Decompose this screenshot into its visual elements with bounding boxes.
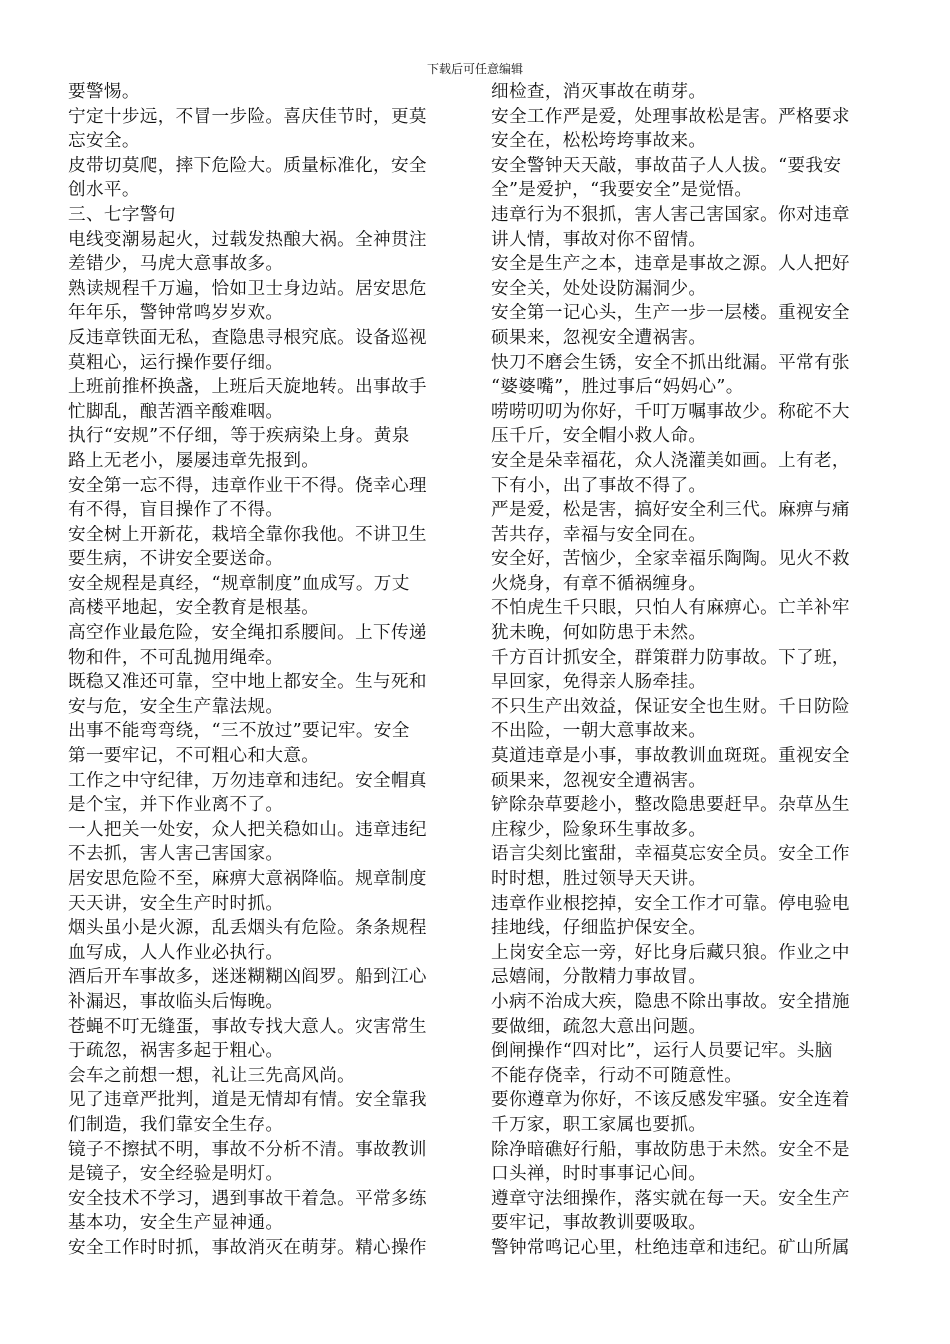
text-line: 唠唠叨叨为你好，千叮万嘱事故少。称砣不大 bbox=[491, 401, 850, 422]
text-line: 违章作业根挖掉，安全工作才可靠。停电验电 bbox=[491, 893, 850, 914]
text-line: 会车之前想一想，礼让三先高风尚。 bbox=[68, 1065, 356, 1086]
text-line: 反违章铁面无私，查隐患寻根究底。设备巡视 bbox=[68, 327, 427, 348]
text-line: 高楼平地起，安全教育是根基。 bbox=[68, 598, 320, 619]
text-line: 要牢记，事故教训要吸取。 bbox=[491, 1213, 707, 1234]
text-line: 安全规程是真经，“规章制度”血成写。万丈 bbox=[68, 573, 410, 594]
text-line: 安全是生产之本，违章是事故之源。人人把好 bbox=[491, 254, 850, 275]
text-line: 安全是朵幸福花，众人浇灌美如画。上有老， bbox=[491, 450, 850, 471]
text-line: 补漏迟，事故临头后悔晚。 bbox=[68, 991, 284, 1012]
text-line: 要生病，不讲安全要送命。 bbox=[68, 549, 284, 570]
text-line: 莫道违章是小事，事故教训血斑斑。重视安全 bbox=[491, 746, 850, 767]
text-line: 要警惕。 bbox=[68, 82, 140, 102]
text-line: 硕果来，忽视安全遭祸害。 bbox=[491, 770, 707, 791]
text-line: 见了违章严批判，道是无情却有情。安全靠我 bbox=[68, 1090, 427, 1111]
text-line: 不只生产出效益，保证安全也生财。千日防险 bbox=[491, 696, 850, 717]
text-line: 苍蝇不叮无缝蛋，事故专找大意人。灾害常生 bbox=[68, 1016, 427, 1037]
text-line: 熟读规程千万遍，恰如卫士身边站。居安思危 bbox=[68, 278, 427, 299]
text-line: 快刀不磨会生锈，安全不抓出纰漏。平常有张 bbox=[491, 352, 850, 373]
text-line: 高空作业最危险，安全绳扣系腰间。上下传递 bbox=[68, 623, 427, 644]
text-line: 居安思危险不至，麻痹大意祸降临。规章制度 bbox=[68, 869, 427, 889]
text-line: 安全在，松松垮垮事故来。 bbox=[491, 131, 707, 152]
text-line: 第一要牢记，不可粗心和大意。 bbox=[68, 746, 320, 767]
text-line: 工作之中守纪律，万勿违章和违纪。安全帽真 bbox=[68, 770, 427, 791]
text-line: 一人把关一处安，众人把关稳如山。违章违纪 bbox=[68, 819, 427, 840]
text-line: 上岗安全忘一旁，好比身后藏只狼。作业之中 bbox=[491, 942, 850, 963]
text-line: 不怕虎生千只眼，只怕人有麻痹心。亡羊补牢 bbox=[491, 598, 850, 619]
text-line: 小病不治成大疾，隐患不除出事故。安全措施 bbox=[491, 991, 850, 1012]
text-line: 遵章守法细操作，落实就在每一天。安全生产 bbox=[491, 1188, 850, 1209]
text-line: 警钟常鸣记心里，杜绝违章和违纪。矿山所属 bbox=[491, 1237, 850, 1258]
text-line: 是镜子，安全经验是明灯。 bbox=[68, 1164, 284, 1185]
text-line: 是个宝，并下作业离不了。 bbox=[68, 795, 284, 816]
text-line: 三、七字警句 bbox=[68, 204, 176, 225]
text-line: 安全警钟天天敲，事故苗子人人拔。“要我安 bbox=[491, 155, 842, 176]
text-line: 严是爱，松是害，搞好安全利三代。麻痹与痛 bbox=[491, 500, 850, 521]
text-line: 语言尖刻比蜜甜，幸福莫忘安全员。安全工作 bbox=[491, 844, 850, 865]
text-line: 全”是爱护，“我要安全”是觉悟。 bbox=[491, 180, 753, 201]
text-line: 除净暗礁好行船，事故防患于未然。安全不是 bbox=[491, 1139, 850, 1160]
text-line: 宁定十步远，不冒一步险。喜庆佳节时，更莫 bbox=[68, 106, 427, 127]
text-line: 上班前推杯换盏，上班后天旋地转。出事故手 bbox=[68, 377, 427, 398]
text-line: 安全好，苦恼少，全家幸福乐陶陶。见火不救 bbox=[491, 549, 850, 570]
text-line: 时时想，胜过领导天天讲。 bbox=[491, 869, 707, 889]
text-line: 要你遵章为你好，不该反感发牢骚。安全连着 bbox=[491, 1090, 850, 1111]
text-line: 基本功，安全生产显神通。 bbox=[68, 1213, 284, 1234]
text-line: 倒闸操作“四对比”，运行人员要记牢。头脑 bbox=[491, 1041, 833, 1062]
text-line: 安与危，安全生产靠法规。 bbox=[68, 696, 284, 717]
text-line: 们制造，我们靠安全生存。 bbox=[68, 1114, 284, 1135]
text-line: 违章行为不狠抓，害人害己害国家。你对违章 bbox=[491, 204, 850, 225]
text-line: 路上无老小，屡屡违章先报到。 bbox=[68, 450, 320, 471]
page-header: 下载后可任意编辑 bbox=[426, 62, 523, 76]
text-line: 要做细，疏忽大意出问题。 bbox=[491, 1016, 707, 1037]
text-line: 早回家，免得亲人肠牵挂。 bbox=[491, 672, 707, 693]
text-line: 出事不能弯弯绕，“三不放过”要记牢。安全 bbox=[68, 721, 410, 742]
text-line: 安全树上开新花，栽培全靠你我他。不讲卫生 bbox=[68, 524, 427, 545]
text-line: 差错少，马虎大意事故多。 bbox=[68, 254, 284, 275]
text-line: 莫粗心，运行操作要仔细。 bbox=[68, 352, 284, 373]
text-line: 千万家，职工家属也要抓。 bbox=[491, 1114, 707, 1135]
text-line: 挂地线，仔细监护保安全。 bbox=[491, 918, 707, 939]
text-line: 天天讲，安全生产时时抓。 bbox=[68, 893, 284, 914]
text-line: 安全第一忘不得，违章作业干不得。侥幸心理 bbox=[68, 475, 427, 496]
text-line: 酒后开车事故多，迷迷糊糊凶阎罗。船到江心 bbox=[68, 967, 427, 988]
text-line: 忌嬉闹，分散精力事故冒。 bbox=[491, 967, 707, 988]
text-line: 不能存侥幸，行动不可随意性。 bbox=[491, 1065, 743, 1086]
text-line: 火烧身，有章不循祸缠身。 bbox=[491, 573, 707, 594]
text-line: 执行“安规”不仔细，等于疾病染上身。黄泉 bbox=[68, 426, 410, 447]
right-column bbox=[491, 80, 883, 1261]
text-line: 镜子不擦拭不明，事故不分析不清。事故教训 bbox=[68, 1139, 427, 1160]
text-line: 既稳又准还可靠，空中地上都安全。生与死和 bbox=[68, 672, 427, 693]
text-line: 不出险，一朝大意事故来。 bbox=[491, 721, 707, 742]
text-line: 皮带切莫爬，摔下危险大。质量标准化，安全 bbox=[68, 155, 427, 176]
text-line: 不去抓，害人害己害国家。 bbox=[68, 844, 284, 865]
text-line: 苦共存，幸福与安全同在。 bbox=[491, 524, 707, 545]
text-line: 创水平。 bbox=[68, 180, 140, 201]
text-line: 年年乐，警钟常鸣岁岁欢。 bbox=[68, 303, 284, 324]
text-line: 千方百计抓安全，群策群力防事故。下了班， bbox=[491, 647, 850, 668]
text-line: 铲除杂草要趁小，整改隐患要赶早。杂草丛生 bbox=[491, 795, 850, 816]
text-line: 下有小，出了事故不得了。 bbox=[491, 475, 707, 496]
text-line: 安全关，处处设防漏洞少。 bbox=[491, 278, 707, 299]
text-line: 血写成，人人作业必执行。 bbox=[68, 942, 284, 963]
text-line: 于疏忽，祸害多起于粗心。 bbox=[68, 1041, 284, 1062]
text-line: 烟头虽小是火源，乱丢烟头有危险。条条规程 bbox=[68, 918, 427, 939]
text-line: 细检查，消灭事故在萌芽。 bbox=[491, 82, 707, 102]
text-line: 口头禅，时时事事记心间。 bbox=[491, 1164, 707, 1185]
text-line: 硕果来，忽视安全遭祸害。 bbox=[491, 327, 707, 348]
text-line: 安全工作时时抓，事故消灭在萌芽。精心操作 bbox=[68, 1237, 427, 1258]
text-line: 安全工作严是爱，处理事故松是害。严格要求 bbox=[491, 106, 850, 127]
text-line: 犹未晚，何如防患于未然。 bbox=[491, 623, 707, 644]
left-column bbox=[68, 80, 460, 1261]
text-line: 物和件，不可乱抛用绳牵。 bbox=[68, 647, 284, 668]
text-line: 电线变潮易起火，过载发热酿大祸。全神贯注 bbox=[68, 229, 427, 250]
text-line: 忘安全。 bbox=[68, 131, 140, 152]
text-line: 压千斤，安全帽小救人命。 bbox=[491, 426, 707, 447]
text-line: “婆婆嘴”，胜过事后“妈妈心”。 bbox=[491, 377, 744, 398]
text-line: 安全第一记心头，生产一步一层楼。重视安全 bbox=[491, 303, 850, 324]
text-line: 讲人情，事故对你不留情。 bbox=[491, 229, 707, 250]
text-line: 庄稼少，险象环生事故多。 bbox=[491, 819, 707, 840]
text-line: 忙脚乱，酿苦酒辛酸难咽。 bbox=[68, 401, 284, 422]
text-line: 有不得，盲目操作了不得。 bbox=[68, 500, 284, 521]
text-line: 安全技术不学习，遇到事故干着急。平常多练 bbox=[68, 1188, 427, 1209]
